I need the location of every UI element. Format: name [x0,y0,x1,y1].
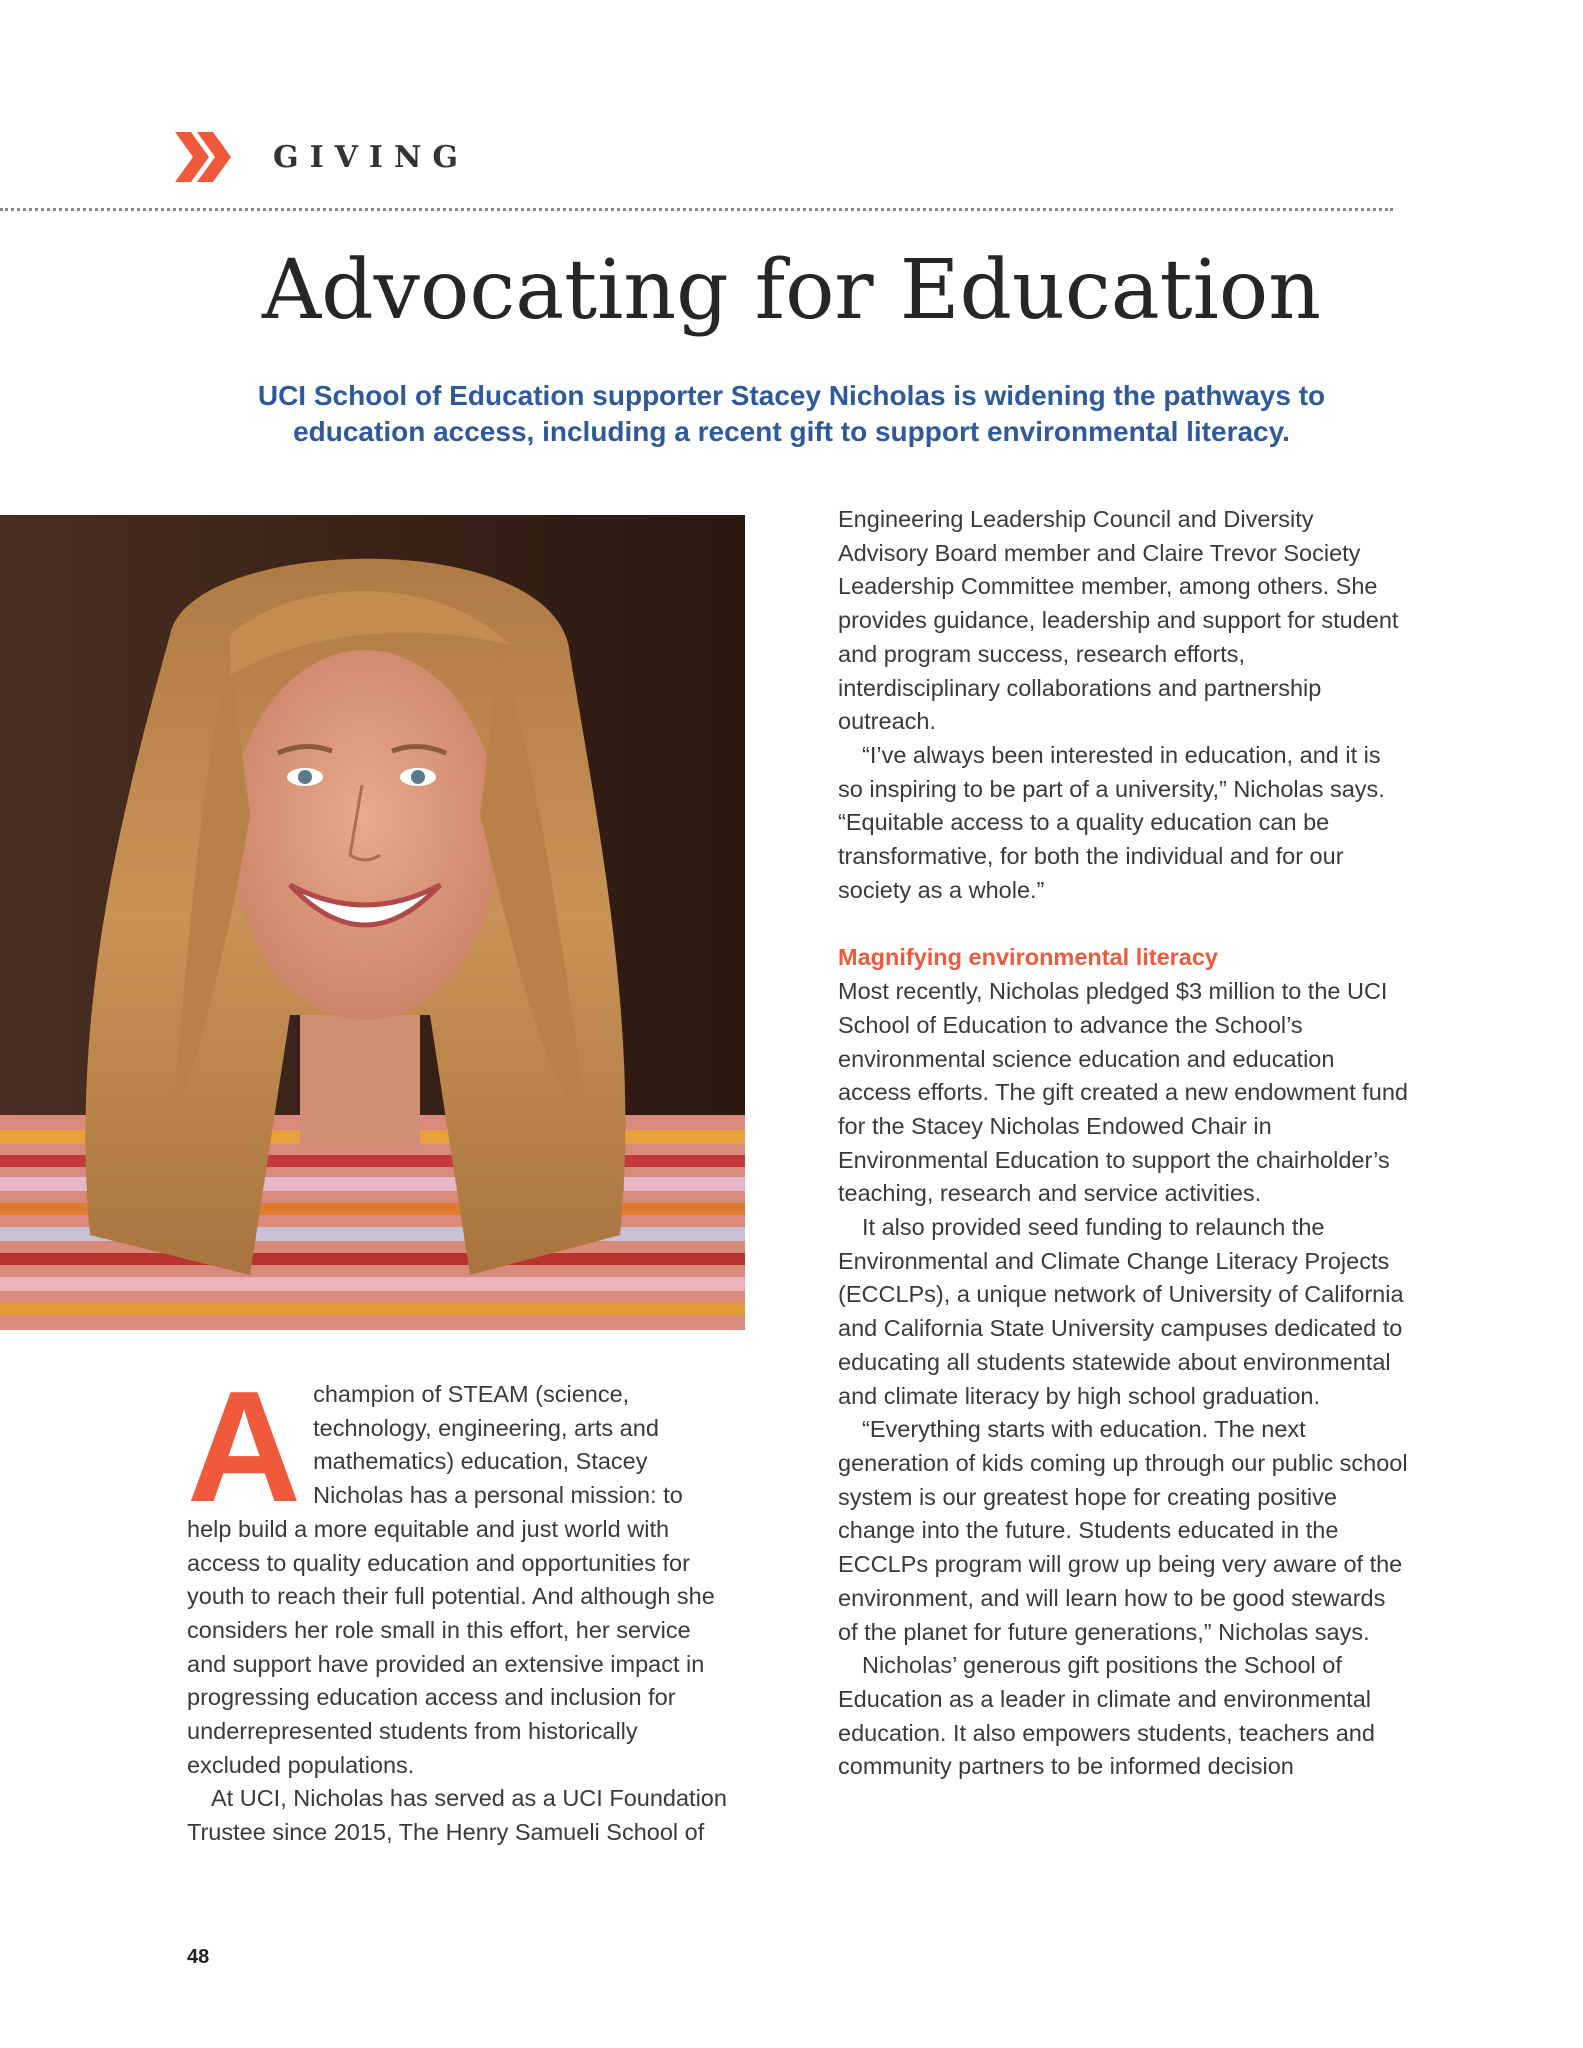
article-deck: UCI School of Education supporter Stacey Nicholas is widening the pathways to education access, including a recent gift to support environmental literacy. [257,380,1326,447]
quote-paragraph: “I’ve always been interested in education, and it is so inspiring to be part of a university,” Nicholas says. “Equitable access to a quality education can be transformative, for both the individual and for our society as a whole.” [838,741,1385,903]
body-paragraph: It also provided seed funding to relaunch the Environmental and Climate Change Literacy Projects (ECCLPs), a unique network of University of California and California State University campuses dedicated to educating all students statewide about environmental and climate literacy by high school graduation. [838,1214,1404,1409]
body-paragraph: Engineering Leadership Council and Diversity Advisory Board member and Claire Trevor Society Leadership Committee member, among others. She provides guidance, leadership and support for student and program success, research efforts, interdisciplinary collaborations and partnership outreach. [838,506,1399,735]
body-paragraph: Most recently, Nicholas pledged $3 million to the UCI School of Education to advance the School’s environmental science education and education access efforts. The gift created a new endowment fund for the Stacey Nicholas Endowed Chair in Environmental Education to support the chairholder’s teaching, research and service activities. [838,978,1408,1207]
drop-cap: A [187,1359,302,1535]
dotted-divider [0,208,1393,211]
double-chevron-right-icon [175,132,231,182]
body-paragraph: At UCI, Nicholas has served as a UCI Foundation Trustee since 2015, The Henry Samueli School of [187,1785,727,1846]
portrait-photo [0,515,745,1330]
article-body-left [187,1359,732,1850]
opening-paragraph-text: champion of STEAM (science, technology, engineering, arts and mathematics) education, Stacey Nicholas has a personal mission: to help build a more equitable and just world with access to quality education and opportunities for youth to reach their full potential. And although she considers her role small in this effort, her service and support have provided an extensive impact in progressing education access and inclusion for underrepresented students from historically excluded populations. [187,1381,715,1778]
body-paragraph: Nicholas’ generous gift positions the School of Education as a leader in climate and environmental education. It also empowers students, teachers and community partners to be informed decision [838,1652,1375,1780]
section-header [175,132,469,182]
section-label: GIVING [273,139,470,175]
article-body-right [838,503,1408,1784]
section-subhead: Magnifying environmental literacy [838,944,1219,971]
opening-paragraph [187,1359,732,1782]
quote-paragraph: “Everything starts with education. The next generation of kids coming up through our public school system is our greatest hope for creating positive change into the future. Students educated in the ECCLPs program will grow up being very aware of the environment, and will learn how to be good stewards of the planet for future generations,” Nicholas says. [838,1416,1408,1645]
article-title: Advocating for Education [261,243,1322,338]
portrait-illustration [0,515,745,1330]
page-number: 48 [187,1946,210,1968]
